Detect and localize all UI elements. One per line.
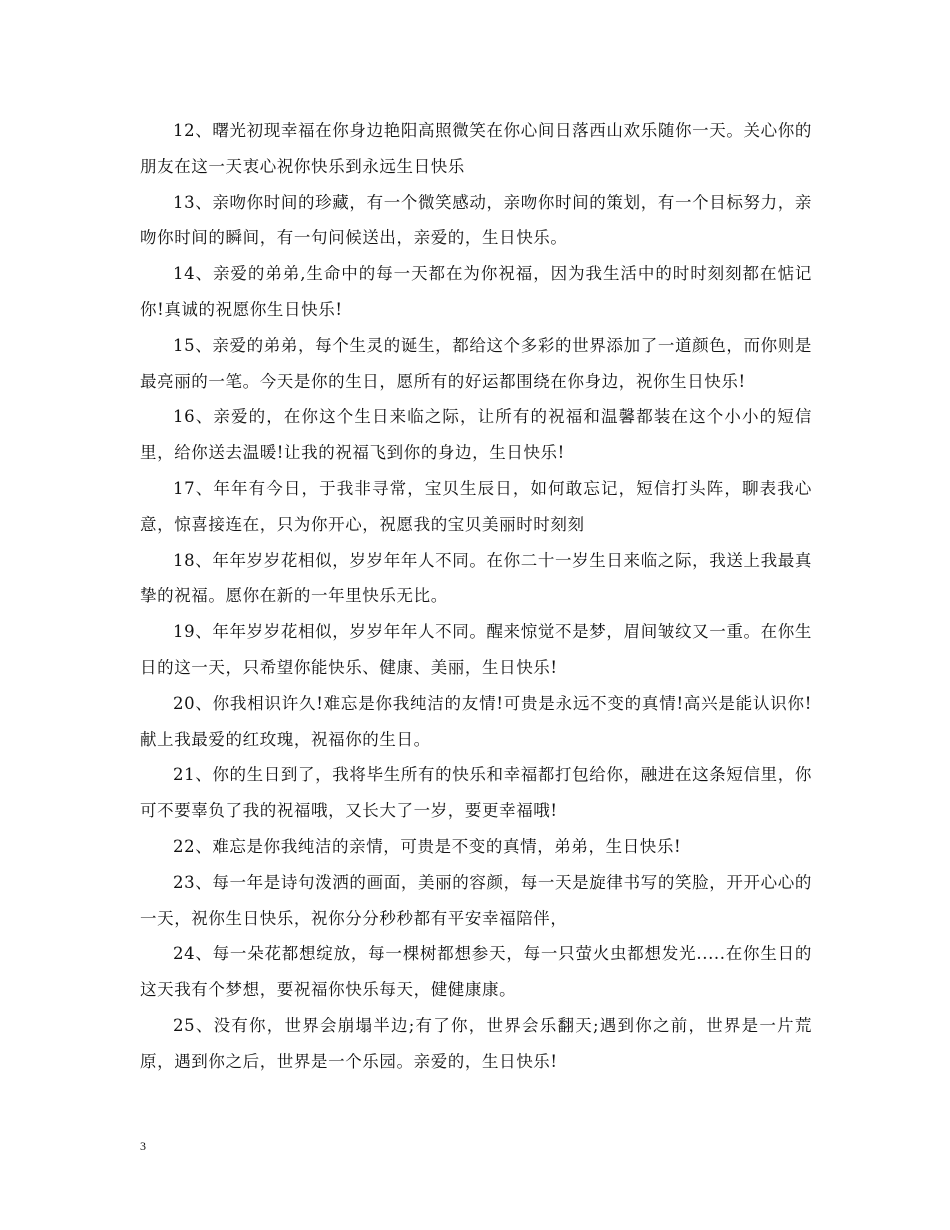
paragraph-12: 12、曙光初现幸福在你身边艳阳高照微笑在你心间日落西山欢乐随你一天。关心你的朋友在这一天衷心祝你快乐到永远生日快乐	[140, 121, 812, 176]
paragraph-21: 21、你的生日到了，我将毕生所有的快乐和幸福都打包给你，融进在这条短信里，你可不要辜负了我的祝福哦，又长大了一岁，要更幸福哦!	[140, 765, 812, 821]
paragraph-17: 17、年年有今日，于我非寻常，宝贝生辰日，如何敢忘记，短信打头阵，聊表我心意，惊喜接连在，只为你开心，祝愿我的宝贝美丽时时刻刻	[140, 478, 812, 534]
paragraph-24: 24、每一朵花都想绽放，每一棵树都想参天，每一只萤火虫都想发光.....在你生日的这天我有个梦想，要祝福你快乐每天，健健康康。	[140, 944, 812, 1000]
document-body	[140, 113, 812, 1080]
paragraph-18: 18、年年岁岁花相似，岁岁年年人不同。在你二十一岁生日来临之际，我送上我最真挚的祝福。愿你在新的一年里快乐无比。	[140, 550, 812, 606]
paragraph-23: 23、每一年是诗句泼洒的画面，美丽的容颜，每一天是旋律书写的笑脸，开开心心的一天，祝你生日快乐，祝你分分秒秒都有平安幸福陪伴，	[140, 872, 812, 928]
paragraph-15: 15、亲爱的弟弟，每个生灵的诞生，都给这个多彩的世界添加了一道颜色，而你则是最亮丽的一笔。今天是你的生日，愿所有的好运都围绕在你身边，祝你生日快乐!	[140, 335, 812, 391]
paragraph-20: 20、你我相识许久!难忘是你我纯洁的友情!可贵是永远不变的真情!高兴是能认识你!献上我最爱的红玫瑰，祝福你的生日。	[140, 693, 812, 749]
paragraph-19: 19、年年岁岁花相似，岁岁年年人不同。醒来惊觉不是梦，眉间皱纹又一重。在你生日的这一天，只希望你能快乐、健康、美丽，生日快乐!	[140, 622, 812, 677]
paragraph-13: 13、亲吻你时间的珍藏，有一个微笑感动，亲吻你时间的策划，有一个目标努力，亲吻你时间的瞬间，有一句问候送出，亲爱的，生日快乐。	[140, 192, 812, 248]
paragraph-16: 16、亲爱的，在你这个生日来临之际，让所有的祝福和温馨都装在这个小小的短信里，给你送去温暖!让我的祝福飞到你的身边，生日快乐!	[140, 407, 812, 463]
paragraph-22: 22、难忘是你我纯洁的亲情，可贵是不变的真情，弟弟，生日快乐!	[173, 836, 682, 856]
page-number: 3	[140, 1139, 146, 1153]
paragraph-14: 14、亲爱的弟弟,生命中的每一天都在为你祝福，因为我生活中的时时刻刻都在惦记你!真诚的祝愿你生日快乐!	[140, 264, 812, 319]
paragraph-25: 25、没有你，世界会崩塌半边;有了你，世界会乐翻天;遇到你之前，世界是一片荒原，遇到你之后，世界是一个乐园。亲爱的，生日快乐!	[140, 1015, 812, 1071]
